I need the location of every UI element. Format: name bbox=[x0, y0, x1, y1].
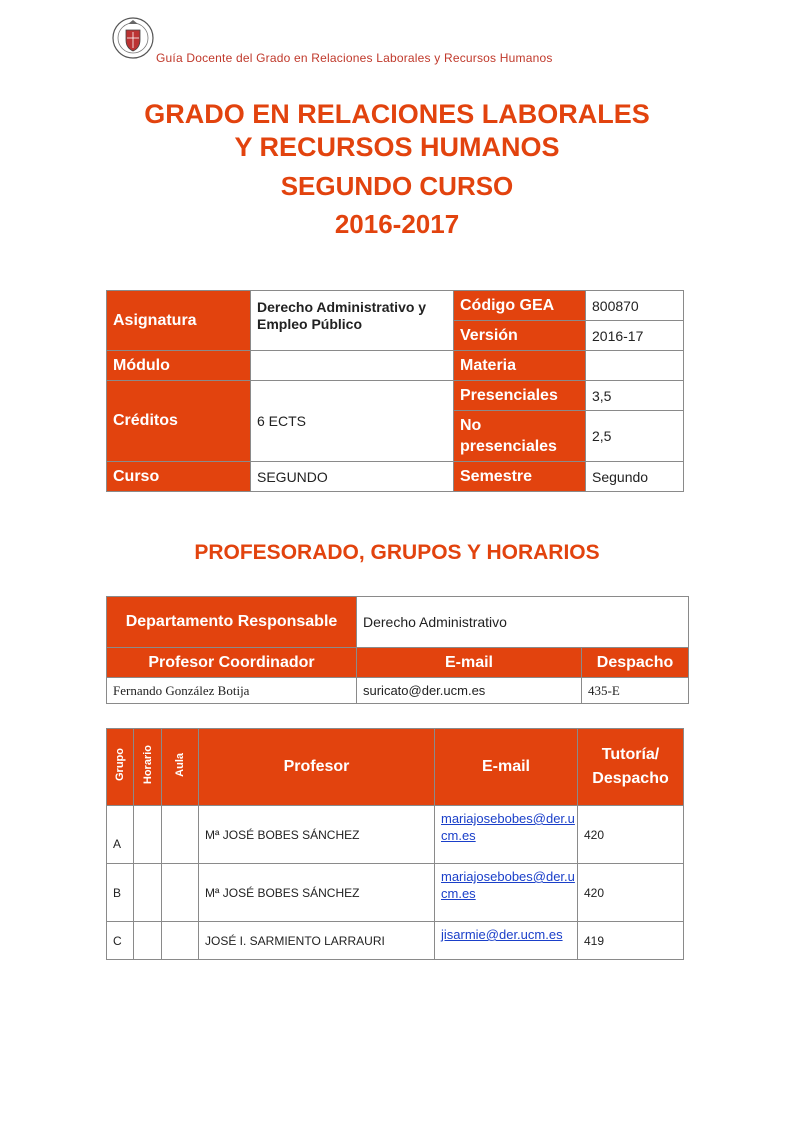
coord-despacho-label: Despacho bbox=[582, 648, 689, 678]
asignatura-label: Asignatura bbox=[107, 291, 251, 351]
row-grupo: A bbox=[107, 806, 134, 864]
row-tutoria: 419 bbox=[578, 922, 684, 960]
page-header bbox=[110, 14, 710, 74]
table-row bbox=[107, 806, 684, 864]
department-table bbox=[106, 596, 689, 704]
coord-email-label: E-mail bbox=[357, 648, 582, 678]
presenciales-value: 3,5 bbox=[586, 381, 684, 411]
coord-email: suricato@der.ucm.es bbox=[357, 678, 582, 704]
header-title: Guía Docente del Grado en Relaciones Laborales y Recursos Humanos bbox=[156, 51, 553, 65]
creditos-value: 6 ECTS bbox=[251, 381, 454, 462]
curso-label: Curso bbox=[107, 462, 251, 492]
row-tutoria: 420 bbox=[578, 864, 684, 922]
dept-label: Departamento Responsable bbox=[107, 597, 357, 648]
dept-value: Derecho Administrativo bbox=[357, 597, 689, 648]
title-line-3: SEGUNDO CURSO bbox=[280, 171, 514, 201]
tutoria-header: Tutoría/ Despacho bbox=[578, 729, 684, 806]
row-horario bbox=[134, 922, 162, 960]
asignatura-value: Derecho Administrativo y Empleo Público bbox=[251, 291, 454, 351]
semestre-label: Semestre bbox=[454, 462, 586, 492]
version-value: 2016-17 bbox=[586, 321, 684, 351]
row-email-link[interactable]: jisarmie@der.ucm.es bbox=[441, 927, 563, 942]
coord-name: Fernando González Botija bbox=[107, 678, 357, 704]
title-line-4: 2016-2017 bbox=[334, 209, 460, 239]
title-line-1: GRADO EN RELACIONES LABORALES bbox=[144, 99, 650, 129]
groups-table bbox=[106, 728, 684, 960]
row-email-link[interactable]: mariajosebobes@der.ucm.es bbox=[441, 811, 575, 843]
semestre-value: Segundo bbox=[586, 462, 684, 492]
row-profesor: Mª JOSÉ BOBES SÁNCHEZ bbox=[199, 806, 435, 864]
email-header: E-mail bbox=[435, 729, 578, 806]
codigo-value: 800870 bbox=[586, 291, 684, 321]
row-horario bbox=[134, 806, 162, 864]
profesor-header: Profesor bbox=[199, 729, 435, 806]
title-line-2: Y RECURSOS HUMANOS bbox=[234, 132, 560, 162]
section-title: PROFESORADO, GRUPOS Y HORARIOS bbox=[194, 541, 600, 564]
no-presenciales-label: No presenciales bbox=[454, 411, 586, 462]
horario-header: Horario bbox=[141, 744, 154, 785]
row-horario bbox=[134, 864, 162, 922]
row-email-link[interactable]: mariajosebobes@der.ucm.es bbox=[441, 869, 575, 901]
codigo-label: Código GEA bbox=[454, 291, 586, 321]
coord-label: Profesor Coordinador bbox=[107, 648, 357, 678]
creditos-label: Créditos bbox=[107, 381, 251, 462]
university-seal-icon bbox=[110, 14, 156, 68]
grupo-header: Grupo bbox=[114, 748, 126, 781]
curso-value: SEGUNDO bbox=[251, 462, 454, 492]
no-presenciales-value: 2,5 bbox=[586, 411, 684, 462]
row-tutoria: 420 bbox=[578, 806, 684, 864]
subject-info-table bbox=[106, 290, 684, 492]
row-aula bbox=[162, 864, 199, 922]
version-label: Versión bbox=[454, 321, 586, 351]
row-aula bbox=[162, 806, 199, 864]
table-row bbox=[107, 864, 684, 922]
row-profesor: JOSÉ I. SARMIENTO LARRAURI bbox=[199, 922, 435, 960]
row-profesor: Mª JOSÉ BOBES SÁNCHEZ bbox=[199, 864, 435, 922]
presenciales-label: Presenciales bbox=[454, 381, 586, 411]
modulo-value bbox=[251, 351, 454, 381]
materia-label: Materia bbox=[454, 351, 586, 381]
aula-header: Aula bbox=[174, 752, 186, 777]
row-aula bbox=[162, 922, 199, 960]
coord-despacho: 435-E bbox=[582, 678, 689, 704]
table-row bbox=[107, 922, 684, 960]
modulo-label: Módulo bbox=[107, 351, 251, 381]
materia-value bbox=[586, 351, 684, 381]
row-grupo: C bbox=[107, 922, 134, 960]
page-title bbox=[0, 98, 794, 242]
row-grupo: B bbox=[107, 864, 134, 922]
